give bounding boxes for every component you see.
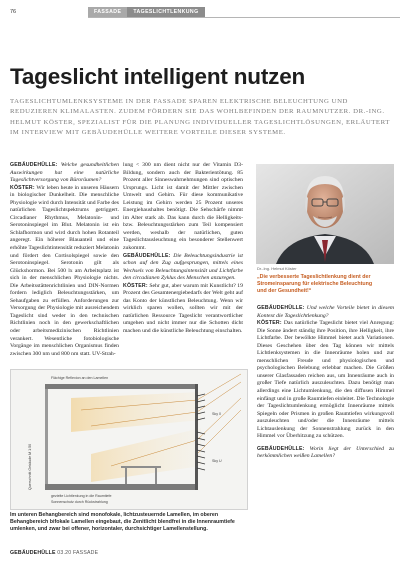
diagram-caption: Im unteren Behangbereich sind monofokale, lichtzusteuernde Lamellen, im oberen Behangbereich bifokale Lamellen eingebaut, die Zenitlicht blendfrei in die Innenraumtiefe umlenken, und zwar bei offener, horizontaler, durchsichtiger Lamellenstellung.: [10, 512, 235, 532]
article-title: Tageslicht intelligent nutzen: [10, 64, 306, 89]
section-tab-fassade: FASSADE: [88, 7, 127, 17]
diagram-label-bottom: Sky U: [212, 459, 222, 463]
photo-caption: „Die verbesserte Tageslichtlenkung dient der Stromeinsparung für elektrische Beleuchtung und der Gesundheit!“: [257, 274, 373, 294]
inner-wall: [45, 389, 48, 484]
diagram-note-2: gezielte Lichtlenkung in die Raumtiefe: [51, 494, 112, 498]
footer-issue: 03.20: [57, 550, 72, 556]
diagram-note-3: Sonnenschutz durch Rückstrahlung: [51, 500, 108, 504]
light-beam-lower: [91, 428, 201, 482]
desk: [121, 466, 161, 468]
daylight-diagram: [10, 369, 248, 510]
ceiling-slab: [45, 384, 195, 389]
question-label: GEBÄUDEHÜLLE:: [123, 252, 171, 259]
diagram-side-label: Querschnitt Gebäude M 1:50: [28, 443, 32, 490]
answer-label: KÖSTER:: [123, 282, 148, 289]
answer-text: Das natürliche Tageslicht bietet viel Anregung: Die Sonne ändert ständig ihre Position, ihre Helligkeit, ihre Lichtfarbe. Der bewölkte Himmel bietet auch Variationen. Dieses Geschehen über den Tag können wir mittels Lichtlenksystemen in die Innenräume holen und zur menschlichen Freude und physiologischen und psychologischen Belebung erlebbar machen. Die Größen unserer Glasfassaden reichen aus, um Innenräume auch in großer Tiefe natürlich auszuleuchten. Dazu benötigt man allerdings eine Lichtumlenkung, die den diffusen Himmel einfängt und in große Raumtiefen einleitet. Die Technologie der Tageslichtumlenkung ermöglicht Innenräume mittels Spiegeln oder Prismen in großen Raumtiefen wirkungsvoll auszuleuchten und/oder die Innenräume mittels Lichtauslenkung der Sonnenstrahlung zurück in den Himmel vor Überhitzung zu schützen.: [257, 320, 395, 440]
section-tabs: [88, 7, 205, 17]
diagram-label-top: Sky 0: [212, 412, 221, 416]
text-column-2: [123, 162, 243, 336]
answer-text: Wir leben heute in unseren Häusern in biologischer Dunkelheit. Die menschliche Physiologie wird durch Intensität und Farbe des natürlichen Tageslichtspektrums getriggert. Circadianer Rhythmus, Melatonin- und Serotoninspiegel im Blut. Melatonin ist ein Schlafhormon und wird durch hohen Rotanteil angeregt. Ein höherer Blauanteil und eine erhöhte Tageslichtintensität reduziert Melatonin und fördert den Cortisolspiegel sowie den Serotoninspiegel. Serotonin gilt als Glückshormon. Bei 500 lx am Arbeitsplatz ist sich in der menschlichen Physiologie nichts. Die Arbeitsstättenrichtlinien und DIN-Normen fordern lediglich Beleuchtungsstärken, um Sehaufgaben zu erfüllen. Anforderungen zur Versorgung der Physiologie mit ausreichendem Tageslicht sind weder in den technischen Richtlinien noch in den gewerkschaftlichen oder arbeitsmedizinischen Richtlinien verankert. Wesentliche fotobiologische Vorgänge im menschlichen Organismus finden zwischen 300 nm und 800 nm statt. UV-Strah-: [10, 184, 119, 357]
diagram-note-1: Flächige Reflexion an den Lamellen: [51, 376, 109, 380]
section-drawing: [11, 370, 248, 510]
facade-frame: [195, 384, 198, 490]
question-text: Die Beleuchtungsindustrie ist schon auf den Zug aufgesprungen, mittels eines Wechsels von Beleuchtungsintensität und Lichtfarbe den circadianen Zyklus des Menschen anzuregen.: [123, 252, 244, 282]
text-column-3: [257, 305, 394, 461]
page-footer: [10, 550, 98, 556]
light-beam-upper: [71, 392, 201, 432]
question-text: Worin liegt der Unterschied zu herkömmlichen weißen Lamellen?: [257, 445, 395, 460]
footer-section: FASSADE: [72, 550, 99, 556]
question-text: Welche gesundheitlichen Auswirkungen hat eine natürliche Tageslichtversorgung von Büroräumen?: [10, 162, 119, 184]
photo-credit: Dr.-Ing. Helmut Köster: [257, 266, 297, 271]
portrait-illustration: [256, 164, 394, 264]
question-label: GEBÄUDEHÜLLE:: [257, 305, 305, 311]
text-column-1: [10, 162, 119, 358]
footer-magazine: GEBÄUDEHÜLLE: [10, 550, 56, 556]
floor-slab: [45, 484, 195, 490]
header-rule: [88, 17, 400, 18]
question-text: Und welche Vorteile bietet in diesem Kontext die Tageslichtlenkung?: [257, 305, 394, 319]
section-tab-tageslichtlenkung: TAGESLICHTLENKUNG: [127, 7, 204, 17]
answer-label: KÖSTER:: [10, 184, 35, 191]
article-intro: TAGESLICHTUMLENKSYSTEME IN DER FASSADE SPAREN ELEKTRISCHE BELEUCHTUNG UND REDUZIEREN KLIMALASTEN. ZUDEM FÖRDERN SIE DAS WOHLBEFINDEN DER RAUMNUTZER. DR.-ING. HELMUT KÖSTER, SPEZIALIST FÜR DIE PLANUNG INDIVIDUELLER TAGESLICHTLÖSUNGEN, ERLÄUTERT IM INTERVIEW MIT GEBÄUDEHÜLLE WEITERE VORTEILE DIESER SYSTEME.: [10, 98, 390, 137]
question-label: GEBÄUDEHÜLLE:: [257, 445, 305, 452]
answer-continuation: lung < 300 nm dient nicht nur der Vitamin D3-Bildung, sondern auch der Bakterientötung. 85 Prozent aller Sinneswahrnehmungen sind optischen Ursprungs. Licht ist damit der Mittler zwischen Umwelt und Gehirn. Für diese kommunikative Leistung im Gehirn werden 25 Prozent unseres Energiehaushaltes benötigt. Die Sehschärfe nimmt im Alter stark ab. Das kann durch die Helligkeits- bzw. Beleuchtungsstärken zum Teil kompensiert werden, weshalb der natürlichen, guten Tageslichtausleuchtung ein besonderer Stellenwert zukommt.: [123, 162, 243, 252]
portrait-photo: [256, 164, 394, 264]
page-number: 76: [10, 9, 17, 15]
answer-label: KÖSTER:: [257, 320, 282, 327]
question-label: GEBÄUDEHÜLLE:: [10, 162, 58, 168]
answer-text: Sehr gut, aber warum mit Kunstlicht? 19 Prozent des Gesamtenergiebedarfs der Welt geht auf das Konto der künstlichen Beleuchtung. Wenn wir wirklich sparen wollen, sollten wir mit der natürlichen Ressource Tageslicht verantwortlicher umgehen und nicht immer nur die Schotten dicht machen und die künstliche Beleuchtung einschalten.: [123, 282, 243, 335]
